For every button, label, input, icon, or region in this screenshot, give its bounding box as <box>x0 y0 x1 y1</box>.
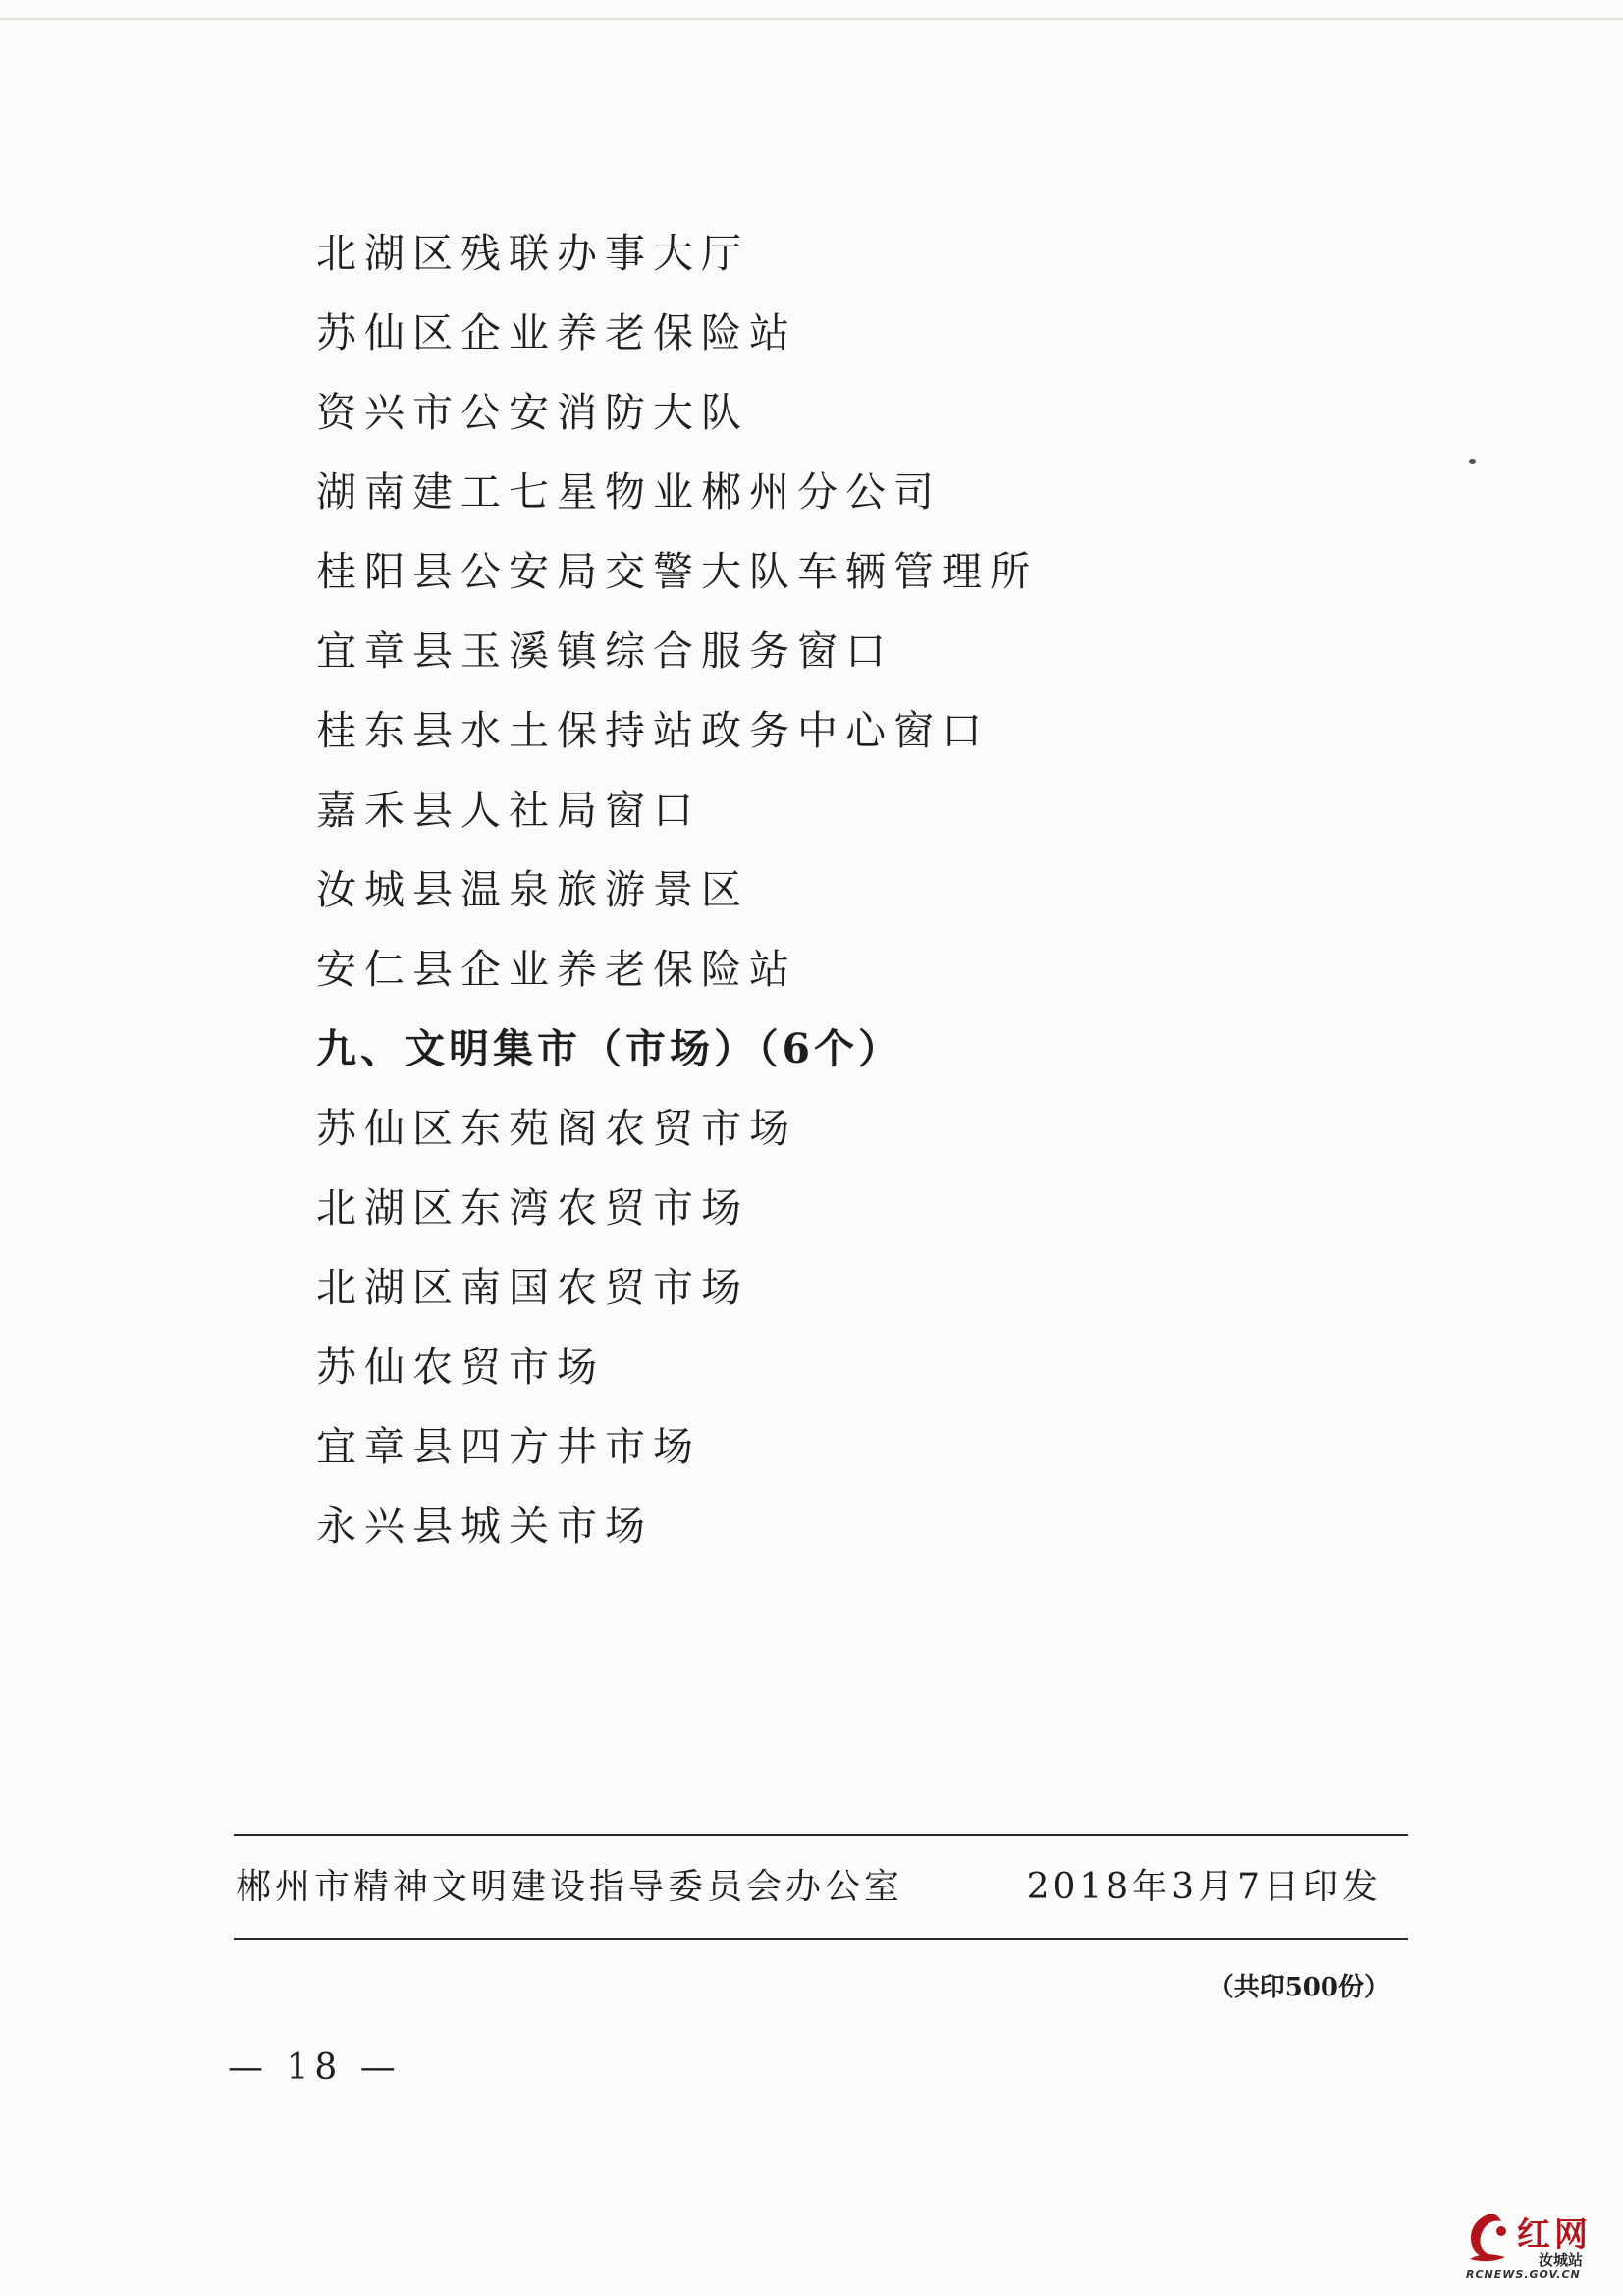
section-heading: 九、文明集市（市场）（6个） <box>316 1025 903 1072</box>
list-item: 汝城县温泉旅游景区 <box>316 866 749 913</box>
scan-speck <box>1469 459 1476 464</box>
scan-edge-line <box>0 18 1623 20</box>
market-list-item: 苏仙农贸市场 <box>316 1343 605 1391</box>
footer-rule-top <box>234 1834 1408 1836</box>
market-list-item: 北湖区东湾农贸市场 <box>316 1184 749 1231</box>
list-item: 北湖区残联办事大厅 <box>316 230 749 277</box>
list-item: 嘉禾县人社局窗口 <box>316 787 701 834</box>
issue-date: 2018年3月7日印发 <box>1026 1867 1381 1907</box>
list-item: 宜章县玉溪镇综合服务窗口 <box>316 628 893 675</box>
print-count: （共印500份） <box>1208 1973 1389 2002</box>
award-list <box>316 214 1038 1566</box>
list-item: 安仁县企业养老保险站 <box>316 946 797 993</box>
list-item: 桂阳县公安局交警大队车辆管理所 <box>316 548 1038 595</box>
watermark-domain: RCNEWS.GOV.CN <box>1466 2269 1581 2281</box>
list-item: 资兴市公安消防大队 <box>316 389 749 436</box>
market-list-item: 北湖区南国农贸市场 <box>316 1264 749 1311</box>
issuer-name: 郴州市精神文明建设指导委员会办公室 <box>236 1867 904 1907</box>
list-item: 桂东县水土保持站政务中心窗口 <box>316 707 990 754</box>
watermark-station: 汝城站 <box>1539 2251 1584 2269</box>
page-number: — 18 — <box>228 2048 402 2088</box>
market-list-item: 永兴县城关市场 <box>316 1503 653 1550</box>
list-item: 苏仙区企业养老保险站 <box>316 309 797 356</box>
market-list-item: 宜章县四方井市场 <box>316 1423 701 1470</box>
rednet-logo-icon <box>1462 2210 1513 2269</box>
watermark <box>1462 2208 1609 2286</box>
market-list-item: 苏仙区东苑阁农贸市场 <box>316 1105 797 1152</box>
watermark-brand: 红网 <box>1517 2215 1592 2255</box>
list-item: 湖南建工七星物业郴州分公司 <box>316 468 942 516</box>
footer-rule-bottom <box>234 1938 1408 1940</box>
